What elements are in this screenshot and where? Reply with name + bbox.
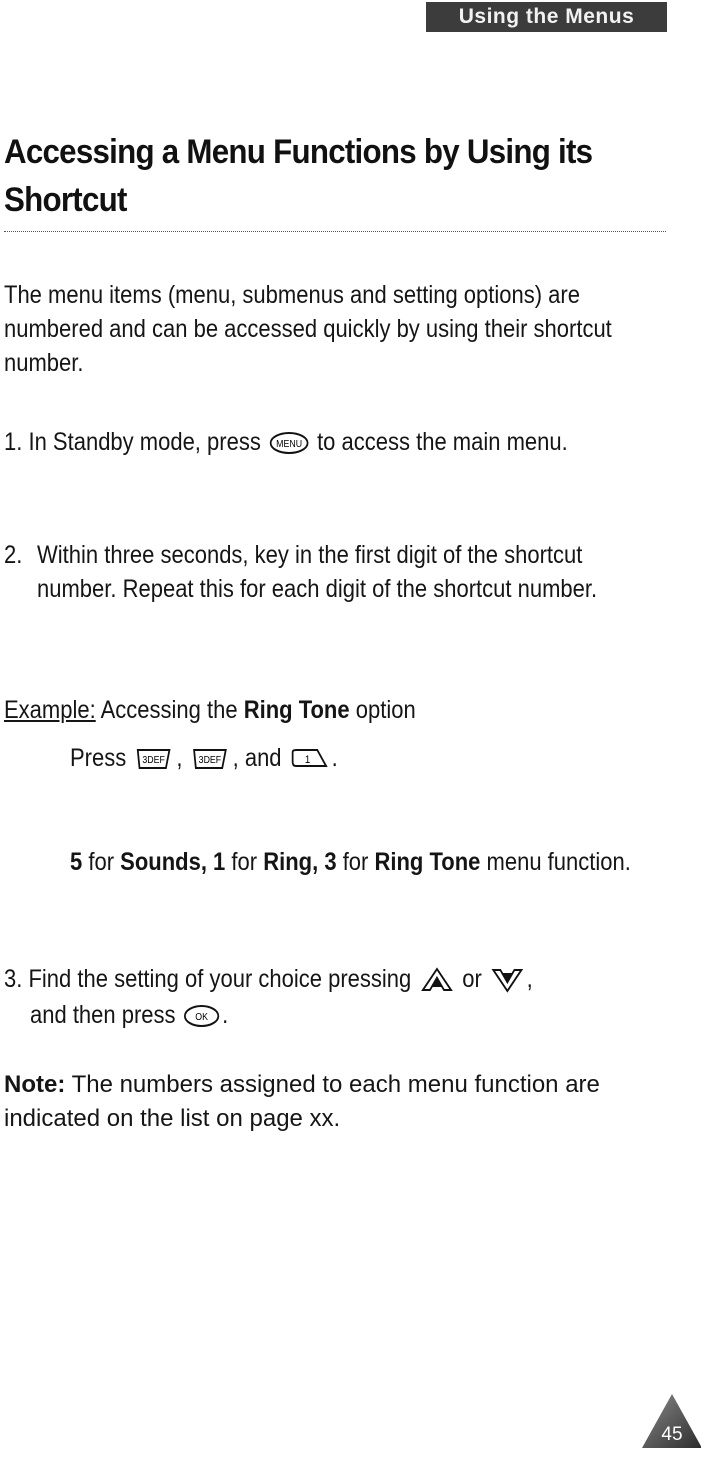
note-text: The numbers assigned to each menu function are indicated on the list on page xx.	[4, 1071, 600, 1132]
step-1-text-after: to access the main menu.	[317, 428, 568, 456]
key-3def-icon	[190, 746, 230, 772]
key-3def-label: 3DEF	[198, 753, 221, 766]
menu-ring: Ring,	[263, 848, 319, 876]
key-1-icon	[289, 746, 329, 772]
step-2-number: 2.	[4, 541, 23, 569]
menu-function-text: menu function.	[486, 848, 631, 876]
menu-ring-tone: Ring Tone	[374, 848, 481, 876]
page-title: Accessing a Menu Functions by Using its Shortcut	[4, 133, 593, 219]
ok-key-label: OK	[195, 1010, 209, 1023]
example-text-2: option	[355, 696, 416, 724]
digit-5: 5	[70, 848, 83, 876]
ok-key-icon	[183, 1003, 220, 1029]
step-1-number: 1.	[4, 428, 23, 456]
step-3-text-2: and then press	[30, 1001, 176, 1029]
intro-paragraph: The menu items (menu, submenus and setting options) are numbered and can be accessed quickly by using their shortcut number.	[4, 281, 612, 377]
down-arrow-key-icon	[490, 966, 525, 994]
or-word: or	[462, 965, 482, 993]
example-line	[4, 693, 620, 727]
menu-key-icon	[269, 431, 309, 455]
section-tag: Using the Menus	[426, 2, 667, 32]
step-1	[4, 425, 655, 459]
example-bold-ring-tone: Ring Tone	[243, 696, 350, 724]
title-divider	[4, 231, 666, 232]
press-line: Press 3DEF , 3DEF , and 1 .	[70, 744, 338, 772]
up-arrow-key-icon	[419, 966, 454, 994]
and-word: and	[244, 744, 282, 772]
example-label: Example:	[4, 696, 96, 724]
step-2-text: Within three seconds, key in the first digit of the shortcut number. Repeat this for each digit of the shortcut number.	[37, 541, 598, 603]
page-number: 45	[661, 1424, 683, 1445]
step-3-text-1: Find the setting of your choice pressing	[28, 965, 412, 993]
digit-3: 3	[324, 848, 337, 876]
note-label: Note:	[4, 1071, 66, 1098]
key-3def-label: 3DEF	[142, 753, 165, 766]
step-3-line-2: and then press OK .	[30, 1001, 229, 1029]
note-paragraph	[4, 1068, 669, 1136]
for-word: for	[88, 848, 115, 876]
for-word: for	[342, 848, 369, 876]
example-text-1: Accessing the	[100, 696, 238, 724]
key-3def-icon	[134, 746, 174, 772]
step-3-number: 3.	[4, 965, 23, 993]
step-3-line-1: 3. Find the setting of your choice pressing or ,	[4, 965, 533, 993]
menu-key-label: MENU	[276, 437, 302, 450]
shortcut-explanation	[70, 845, 633, 879]
key-1-label: 1	[305, 754, 311, 767]
page-number-badge	[622, 1390, 701, 1452]
digit-1: 1	[213, 848, 226, 876]
press-word: Press	[70, 744, 127, 772]
menu-sounds: Sounds,	[120, 848, 207, 876]
step-1-text-before: In Standby mode, press	[28, 428, 261, 456]
for-word: for	[231, 848, 258, 876]
